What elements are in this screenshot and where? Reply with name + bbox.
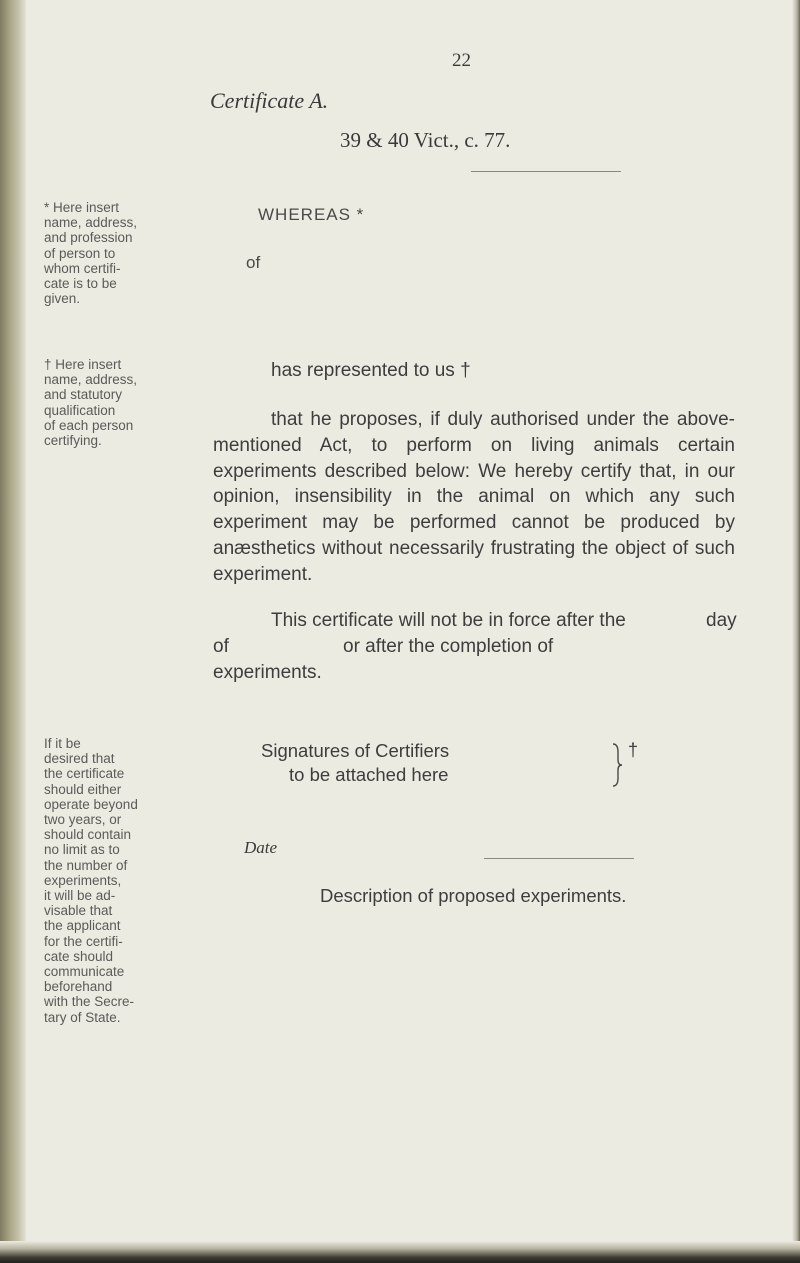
page-number: 22 <box>452 50 471 71</box>
certificate-title: Certificate A. <box>210 88 329 113</box>
certification-paragraph: that he proposes, if duly authorised under the above-mentioned Act, to perform on living animals certain experiments described below: We hereby certify that, in our opinion, insensibility in the animal on which any such experiment may be performed cannot be produced by anæsthetics without necessarily frustrating the object of such experiment. <box>213 409 735 585</box>
date-label: Date <box>244 838 278 857</box>
margin-note-certifiers: † Here insert name, address, and statutory qualification of each person certifying. <box>44 357 138 449</box>
date-rule <box>484 858 634 859</box>
validity-or-after: or after the completion of <box>343 636 554 657</box>
page-right-edge <box>792 0 800 1263</box>
whereas-text: WHEREAS * <box>258 205 365 224</box>
validity-line: This certificate will not be in force after the <box>271 610 626 631</box>
validity-day: day <box>706 610 737 631</box>
margin-note-name-address: * Here insert name, address, and profession of person to whom certifi- cate is to be given. <box>44 200 138 307</box>
signature-brace <box>610 742 624 792</box>
description-heading: Description of proposed experiments. <box>320 885 627 906</box>
header-rule <box>471 171 621 172</box>
book-spine-edge <box>0 0 26 1263</box>
signature-dagger: † <box>628 740 639 760</box>
brace-icon <box>610 742 624 788</box>
margin-note-time-limit: If it be desired that the certificate should either operate beyond two years, or should contain no limit as to the number of experiments, it will be ad- visable that the applicant for the certifi- cate should communicate beforehand with the Secre- tary of State. <box>44 736 138 1025</box>
validity-experiments: experiments. <box>213 662 322 683</box>
represented-text: has represented to us † <box>271 360 471 381</box>
act-reference: 39 & 40 Vict., c. 77. <box>340 128 511 152</box>
of-text: of <box>246 253 261 272</box>
signatures-line-2: to be attached here <box>289 764 449 785</box>
validity-of: of <box>213 636 229 657</box>
signatures-line-1: Signatures of Certifiers <box>261 740 450 761</box>
page-bottom-edge <box>0 1241 800 1263</box>
